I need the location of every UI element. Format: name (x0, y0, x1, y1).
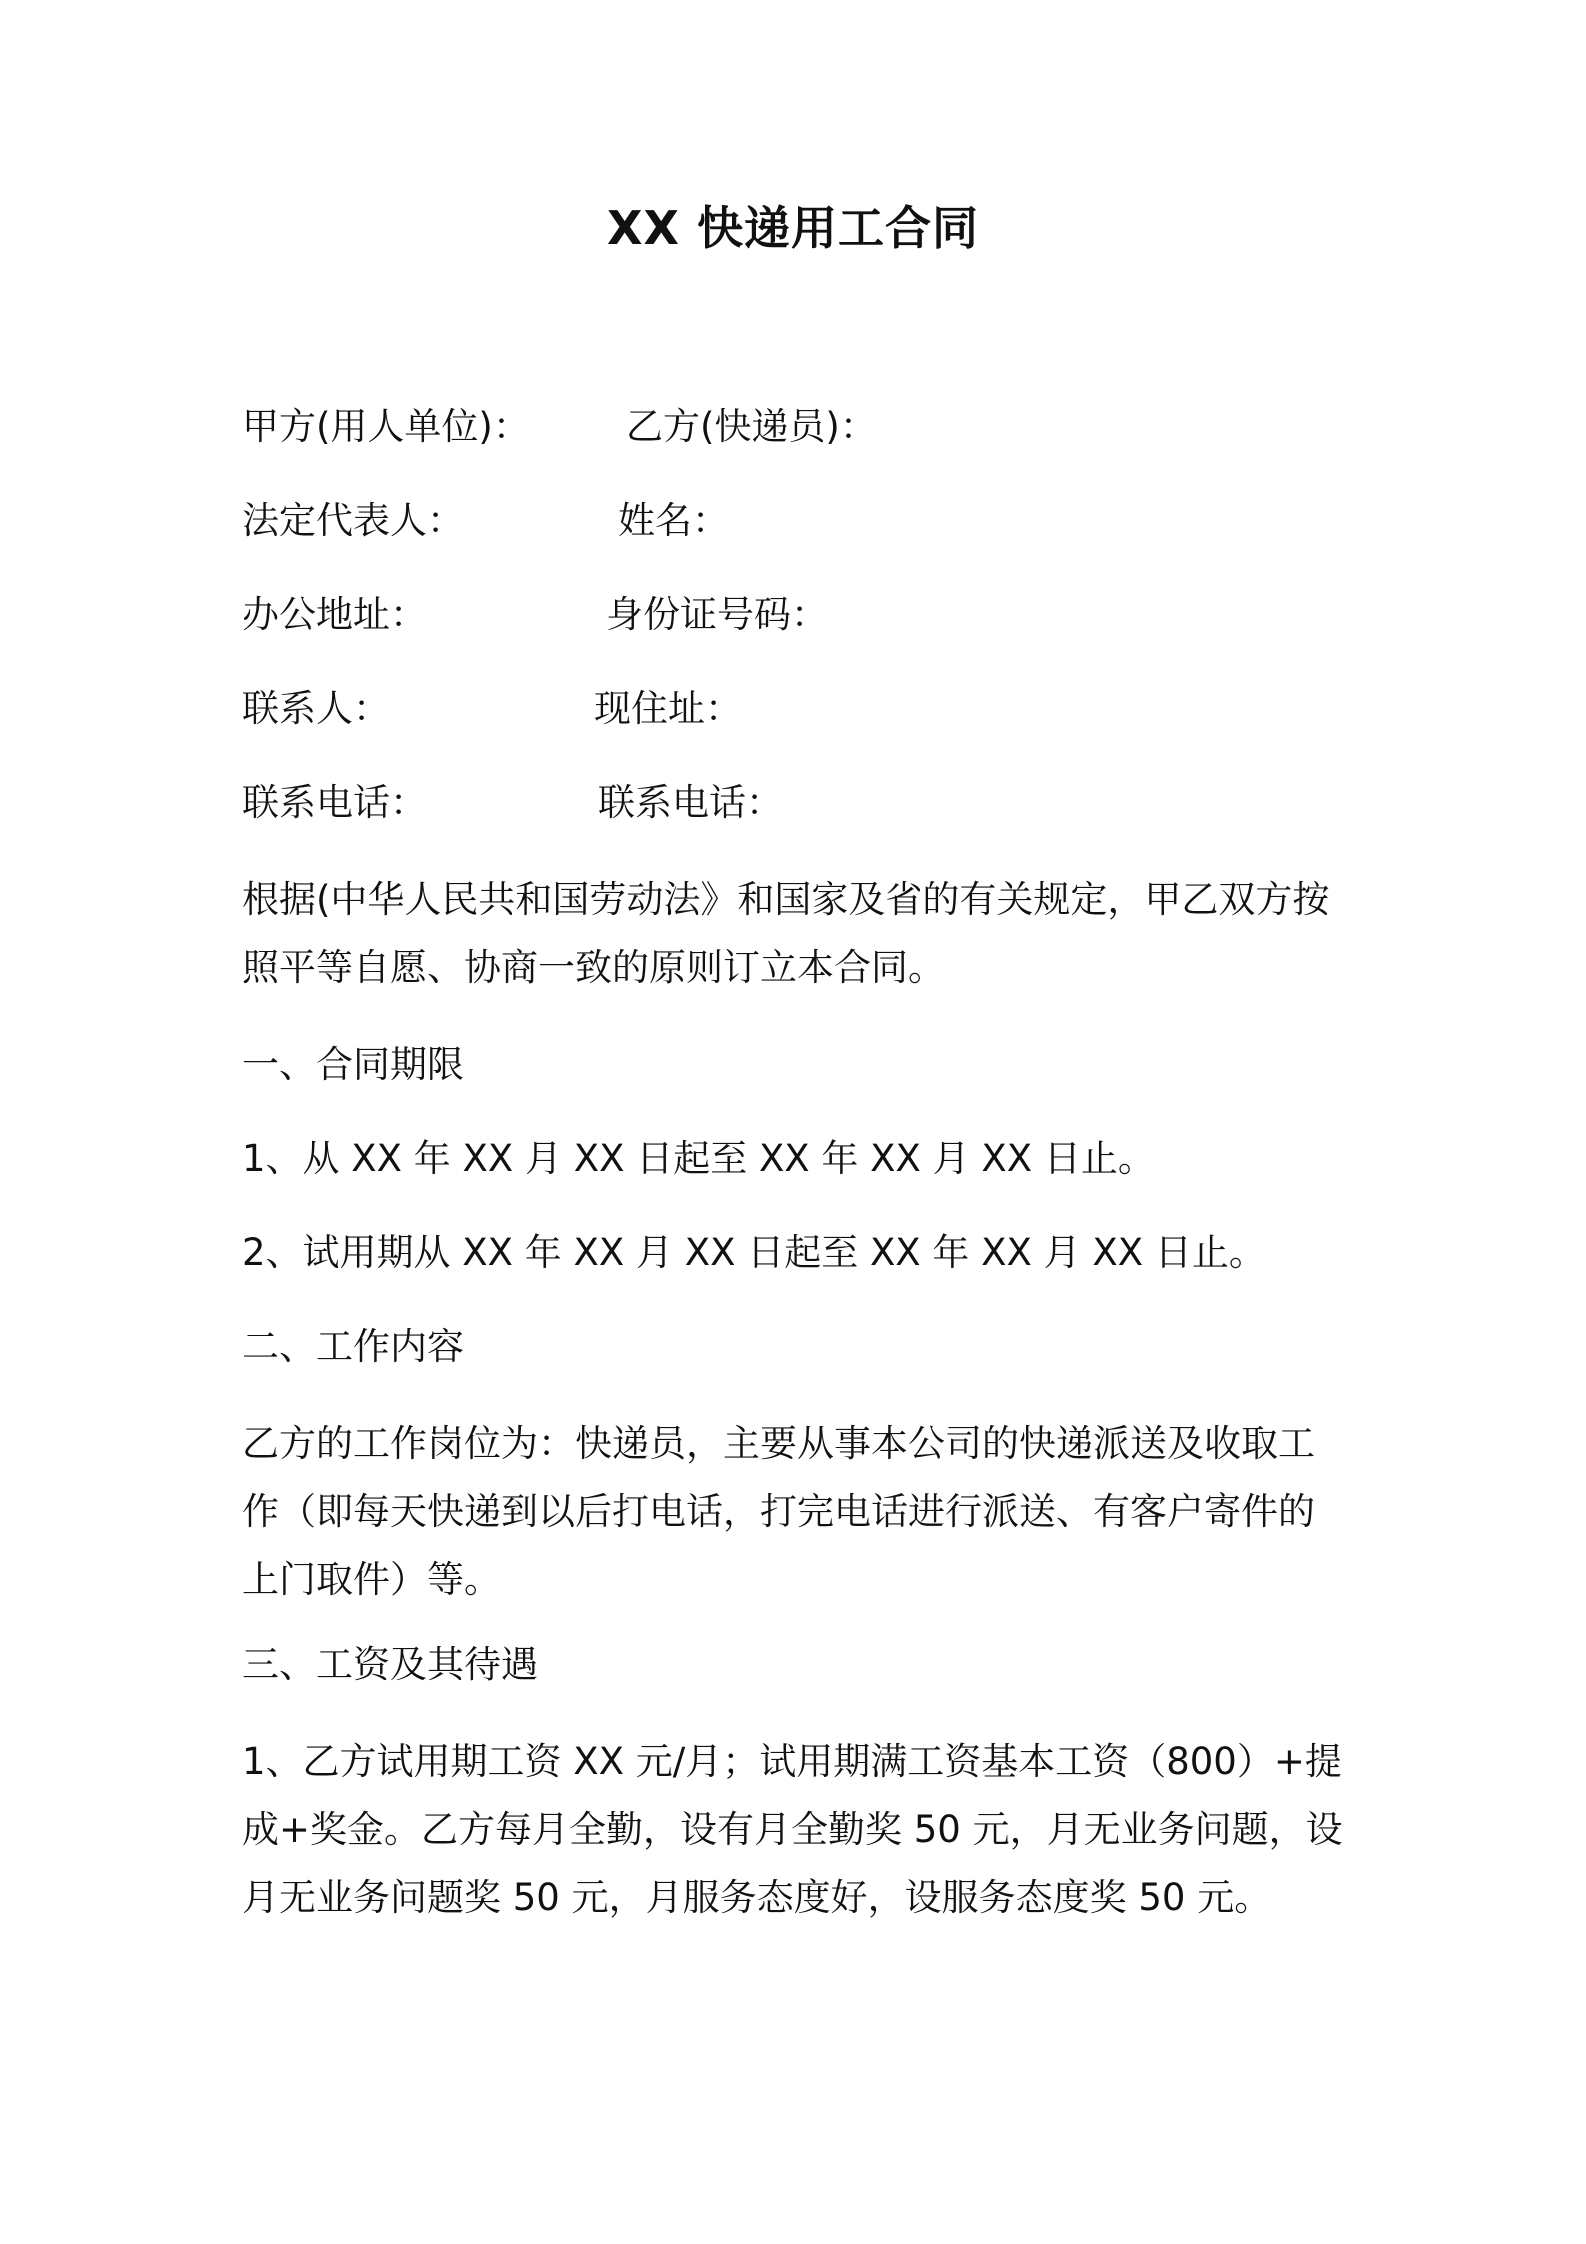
party-a-employer-label: 甲方(用人单位)： (242, 405, 530, 448)
party-b-phone-label: 联系电话： (598, 781, 783, 824)
work-content-line: 上门取件）等。 (242, 1558, 501, 1601)
section-2-heading: 二、工作内容 (242, 1325, 464, 1368)
office-address-label: 办公地址： (242, 593, 427, 636)
salary-line: 1、乙方试用期工资 XX 元/月；试用期满工资基本工资（800）+提 (242, 1740, 1342, 1783)
salary-line: 月无业务问题奖 50 元，月服务态度好，设服务态度奖 50 元。 (242, 1876, 1272, 1919)
name-label: 姓名： (618, 499, 729, 542)
section-3-heading: 三、工资及其待遇 (242, 1643, 538, 1686)
document-title: XX 快递用工合同 (607, 201, 979, 255)
salary-paragraph (242, 1728, 1352, 1932)
preamble-line: 根据(中华人民共和国劳动法》和国家及省的有关规定，甲乙双方按 (242, 878, 1330, 921)
preamble-paragraph (242, 866, 1352, 1002)
contract-term-item: 1、从 XX 年 XX 月 XX 日起至 XX 年 XX 月 XX 日止。 (242, 1137, 1155, 1180)
work-content-line: 作（即每天快递到以后打电话，打完电话进行派送、有客户寄件的 (242, 1490, 1315, 1533)
salary-line: 成+奖金。乙方每月全勤，设有月全勤奖 50 元，月无业务问题，设 (242, 1808, 1343, 1851)
party-a-phone-label: 联系电话： (242, 781, 427, 824)
preamble-line: 照平等自愿、协商一致的原则订立本合同。 (242, 946, 945, 989)
legal-representative-label: 法定代表人： (242, 499, 464, 542)
work-content-line: 乙方的工作岗位为：快递员，主要从事本公司的快递派送及收取工 (242, 1422, 1315, 1465)
section-1-heading: 一、合同期限 (242, 1043, 464, 1086)
id-number-label: 身份证号码： (606, 593, 828, 636)
contact-person-label: 联系人： (242, 687, 390, 730)
probation-term-item: 2、试用期从 XX 年 XX 月 XX 日起至 XX 年 XX 月 XX 日止。 (242, 1231, 1266, 1274)
party-b-courier-label: 乙方(快递员)： (626, 405, 877, 448)
current-address-label: 现住址： (594, 687, 742, 730)
work-content-paragraph (242, 1410, 1352, 1614)
